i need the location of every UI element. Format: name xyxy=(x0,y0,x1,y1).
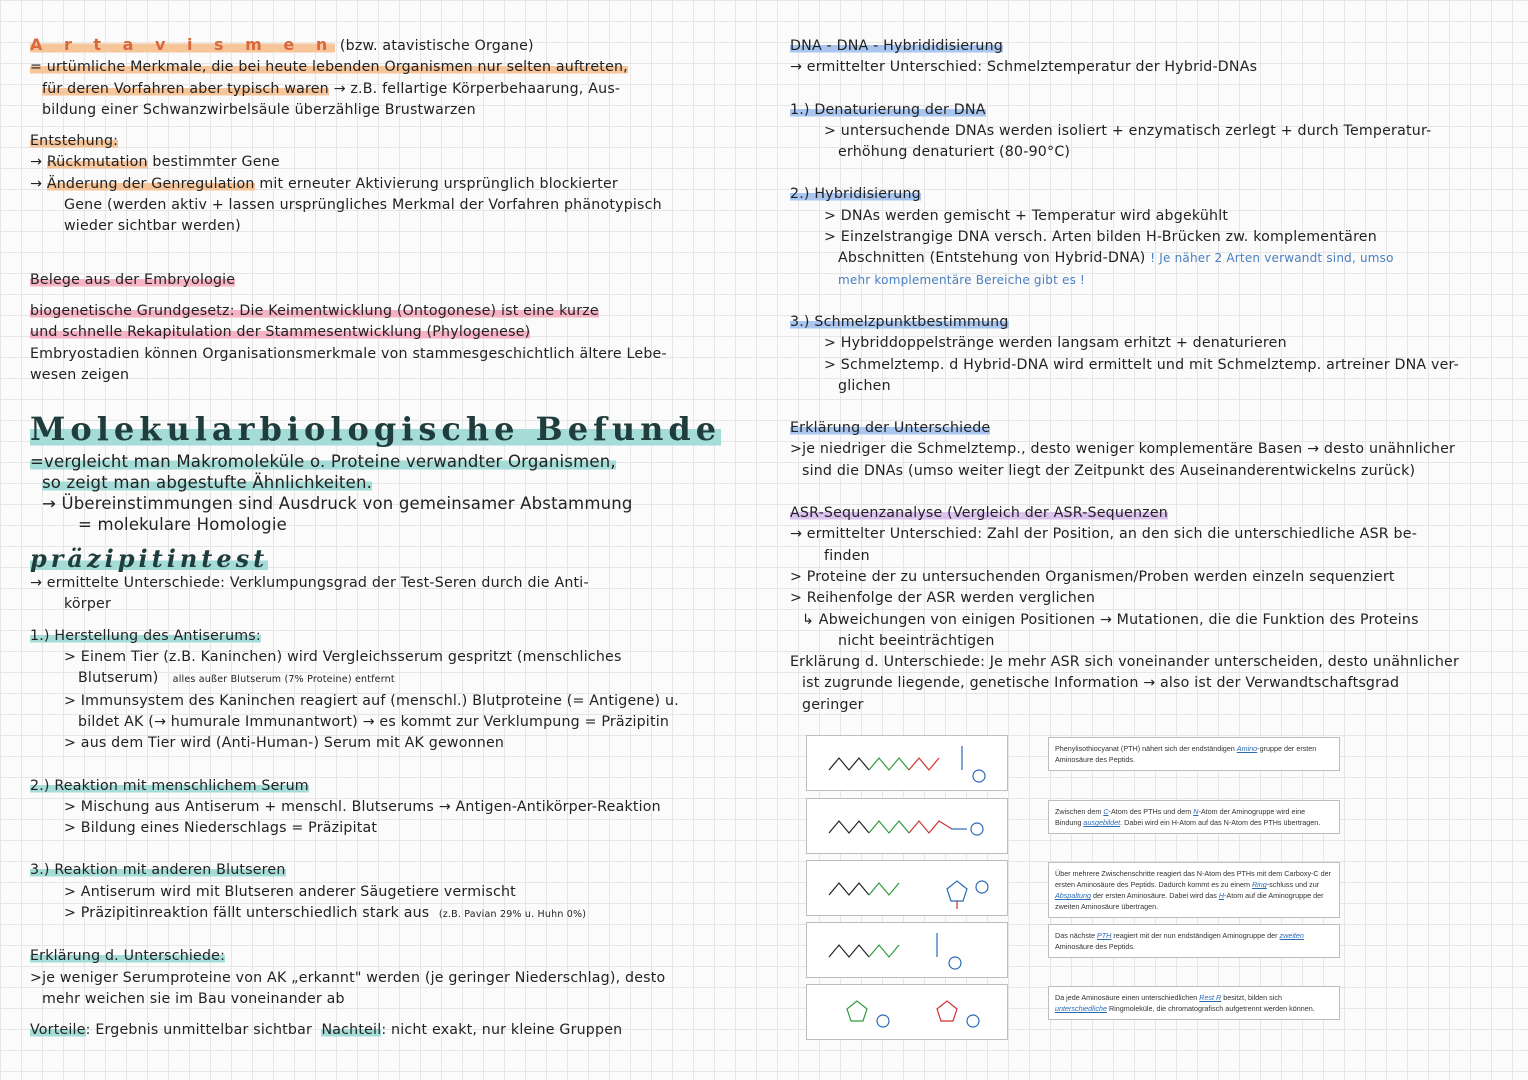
step5-f2: unterschiedliche xyxy=(1055,1004,1107,1013)
praezipitin-heading xyxy=(30,545,750,573)
step2-t4: . Dabei wird ein H-Atom auf das N-Atom des PTHs übertragen. xyxy=(1120,818,1321,827)
molecule-diagram-3 xyxy=(806,860,1008,916)
praezipitin-title: präzipitintest xyxy=(30,544,269,574)
step2-t2: -Atom des PTHs und dem xyxy=(1108,807,1194,816)
pro-label: Vorteile xyxy=(30,1022,86,1039)
atavism-title: A r t a v i s m e n xyxy=(30,35,336,54)
step5-t2: besitzt, bilden sich xyxy=(1221,993,1282,1002)
asr-title: ASR-Sequenzanalyse (Vergleich der ASR-Sequenzen xyxy=(790,505,1168,522)
dna-s1-title: 1.) Denaturierung der DNA xyxy=(790,101,986,118)
step-text-5 xyxy=(1048,986,1340,1020)
dna-s1-line-2: erhöhung denaturiert (80-90°C) xyxy=(838,144,1071,161)
step5-f1: Rest R xyxy=(1199,993,1222,1002)
embryo-line-2 xyxy=(30,322,750,343)
dna-exp-line-1: >je niedriger die Schmelztemp., desto weniger komplementäre Basen → desto unähnlicher xyxy=(790,441,1456,458)
dna-s2-text-3: Abschnitten (Entstehung von Hybrid-DNA) xyxy=(838,250,1146,267)
step1-heading xyxy=(30,626,750,647)
step1-t1: Phenylisothiocyanat (PTH) nähert sich der endständigen xyxy=(1055,744,1237,753)
molbio-line-2 xyxy=(30,472,750,493)
step1-text-2a: Blutserum) xyxy=(78,670,159,687)
embryo-line-1 xyxy=(30,301,750,322)
dna-s3-heading xyxy=(790,312,1502,333)
prae-exp-line-1: >je weniger Serumproteine von AK „erkannt" werden (je geringer Niederschlag), desto xyxy=(30,969,666,986)
step3-t1: Über mehrere Zwischenschritte reagiert das N-Atom des PTHs mit dem Carboxy-C der ersten Aminosäure des Peptids. Dadurch kommt es zu einem xyxy=(1055,869,1332,889)
step5-t3: Ringmoleküle, die chromatografisch aufgetrennt werden können. xyxy=(1106,1004,1315,1013)
embryo-line-3: Embryostadien können Organisationsmerkmale von stammesgeschichtlich ältere Lebe- xyxy=(30,345,667,362)
step2-title: 2.) Reaktion mit menschlichem Serum xyxy=(30,777,309,794)
step3-line-2 xyxy=(30,903,750,925)
origin-line-3: Gene (werden aktiv + lassen ursprüngliches Merkmal der Vorfahren phänotypisch xyxy=(64,197,662,214)
edman-step-2 xyxy=(806,798,1351,854)
step3-line-1: > Antiserum wird mit Blutseren anderer Säugetiere vermischt xyxy=(64,883,516,900)
molecule-diagram-4 xyxy=(806,922,1008,978)
step-text-2 xyxy=(1048,800,1340,834)
pro-text: : Ergebnis unmittelbar sichtbar xyxy=(85,1022,313,1039)
step3-f1: Ring xyxy=(1251,880,1267,889)
step3-f2: Abspaltung xyxy=(1055,891,1091,900)
atavism-title-suffix: (bzw. atavistische Organe) xyxy=(339,38,534,54)
molbio-line-3: → Übereinstimmungen sind Ausdruck von gemeinsamer Abstammung xyxy=(42,494,633,514)
step1-f1: Amino xyxy=(1236,744,1258,753)
origin-line-2 xyxy=(30,174,750,195)
step3-f3: H xyxy=(1218,891,1225,900)
molbio-line-4: = molekulare Homologie xyxy=(78,515,287,535)
molbio-text-1: =vergleicht man Makromoleküle o. Proteine verwandter Organismen, xyxy=(30,452,616,472)
step-text-3 xyxy=(1048,862,1340,918)
step1-line-3: > Immunsystem des Kaninchen reagiert auf (menschl.) Blutproteine (= Antigene) u. xyxy=(64,692,679,709)
asr-line-9: geringer xyxy=(802,696,864,713)
step2-t1: Zwischen dem xyxy=(1055,807,1104,816)
dna-s1-heading xyxy=(790,100,1502,121)
asr-line-4: > Reihenfolge der ASR werden verglichen xyxy=(790,590,1096,607)
step2-f3: ausgebildet xyxy=(1083,818,1121,827)
step2-f2: N xyxy=(1193,807,1199,816)
atavism-def-1: = urtümliche Merkmale, die bei heute lebenden Organismen nur selten auftreten, xyxy=(30,59,628,76)
step5-t1: Da jede Aminosäure einen unterschiedlichen xyxy=(1055,993,1200,1002)
origin-term-2: Änderung der Genregulation xyxy=(46,175,255,192)
origin-arrow-1: → xyxy=(30,154,47,171)
asr-line-6: nicht beeinträchtigen xyxy=(838,632,995,649)
dna-s1-line-1: > untersuchende DNAs werden isoliert + enzymatisch zerlegt + durch Temperatur- xyxy=(824,122,1432,139)
dna-s2-heading xyxy=(790,184,1502,205)
pros-cons-line xyxy=(30,1020,750,1041)
step4-t2: reagiert mit der nun endständigen Aminogruppe der xyxy=(1111,931,1280,940)
asr-line-1: → ermittelter Unterschied: Zahl der Position, an den sich die unterschiedliche ASR be- xyxy=(790,526,1418,543)
asr-heading xyxy=(790,503,1502,524)
praezipitin-line-1: → ermittelte Unterschiede: Verklumpungsgrad der Test-Seren durch die Anti- xyxy=(30,575,589,592)
dna-s2-line-3 xyxy=(790,248,1502,269)
step1-line-4: bildet AK (→ humurale Immunantwort) → es kommt zur Verklumpung = Präzipitin xyxy=(78,713,670,730)
origin-title: Entstehung: xyxy=(30,133,119,150)
con-text: : nicht exakt, nur kleine Gruppen xyxy=(381,1022,623,1039)
step1-line-1: > Einem Tier (z.B. Kaninchen) wird Vergleichsserum gespritzt (menschliches xyxy=(64,649,622,666)
atavism-heading xyxy=(30,34,750,57)
step3-t2: -schluss und zur xyxy=(1266,880,1320,889)
step3-heading xyxy=(30,860,750,881)
molecule-diagram-1 xyxy=(806,735,1008,791)
molbio-line-1 xyxy=(30,451,750,472)
dna-s3-title: 3.) Schmelzpunktbestimmung xyxy=(790,313,1009,330)
step1-note: alles außer Blutserum (7% Proteine) entfernt xyxy=(172,674,395,686)
dna-heading xyxy=(790,36,1502,57)
origin-term-1: Rückmutation xyxy=(46,154,148,171)
dna-s2-note-2: mehr komplementäre Bereiche gibt es ! xyxy=(838,272,1086,287)
step4-t3: Aminosäure des Peptids. xyxy=(1055,942,1135,951)
step1-line-2 xyxy=(30,668,750,690)
step2-line-1: > Mischung aus Antiserum + menschl. Blutserums → Antigen-Antikörper-Reaktion xyxy=(64,798,661,815)
embryo-title: Belege aus der Embryologie xyxy=(30,271,236,288)
dna-s3-line-3: glichen xyxy=(838,377,891,394)
origin-heading xyxy=(30,131,750,152)
dna-exp-heading xyxy=(790,418,1502,439)
step1-line-5: > aus dem Tier wird (Anti-Human-) Serum mit AK gewonnen xyxy=(64,735,505,752)
step2-heading xyxy=(30,776,750,797)
origin-text-1: bestimmter Gene xyxy=(147,154,280,171)
dna-title: DNA - DNA - Hybrididisierung xyxy=(790,38,1003,54)
atavism-def-line-1 xyxy=(30,57,750,78)
molecule-diagram-2 xyxy=(806,798,1008,854)
edman-step-5 xyxy=(806,984,1351,1040)
dna-exp-title: Erklärung der Unterschiede xyxy=(790,420,991,437)
step2-f1: C xyxy=(1103,807,1109,816)
molbio-title: Molekularbiologische Befunde xyxy=(30,407,721,451)
dna-s2-line-2: > Einzelstrangige DNA versch. Arten bilden H-Brücken zw. komplementären xyxy=(824,229,1377,246)
step4-f1: PTH xyxy=(1096,931,1112,940)
step-text-1 xyxy=(1048,737,1340,771)
dna-line-1: → ermittelter Unterschied: Schmelztemperatur der Hybrid-DNAs xyxy=(790,59,1258,76)
asr-line-3: > Proteine der zu untersuchenden Organismen/Proben werden einzeln sequenziert xyxy=(790,568,1395,585)
dna-s3-line-1: > Hybriddoppelstränge werden langsam erhitzt + denaturieren xyxy=(824,335,1287,352)
step2-t3: -Atom der Aminogruppe wird eine Bindung xyxy=(1055,807,1306,827)
asr-line-8: ist zugrunde liegende, genetische Information → also ist der Verwandtschaftsgrad xyxy=(802,675,1400,692)
step3-t3: der ersten Aminosäure. Dabei wird das xyxy=(1090,891,1219,900)
step3-t4: -Atom auf die Aminogruppe der zweiten Aminosäure übertragen. xyxy=(1055,891,1324,911)
right-column xyxy=(790,36,1502,716)
step3-note: (z.B. Pavian 29% u. Huhn 0%) xyxy=(438,909,587,921)
step-text-4 xyxy=(1048,924,1340,958)
edman-step-4 xyxy=(806,922,1351,978)
asr-line-5: ↳ Abweichungen von einigen Positionen → Mutationen, die die Funktion des Proteins xyxy=(802,611,1419,628)
edman-step-3 xyxy=(806,860,1351,916)
origin-text-2: mit erneuter Aktivierung ursprünglich blockierter xyxy=(254,175,618,192)
embryo-line-4: wesen zeigen xyxy=(30,366,130,383)
praezipitin-line-2: körper xyxy=(64,596,111,613)
molbio-heading xyxy=(30,407,750,451)
molecule-diagram-5 xyxy=(806,984,1008,1040)
dna-s2-note-1: ! Je näher 2 Arten verwandt sind, umso xyxy=(1150,251,1394,266)
dna-s3-line-2: > Schmelztemp. d Hybrid-DNA wird ermittelt und mit Schmelztemp. artreiner DNA ver- xyxy=(824,356,1459,373)
prae-exp-title: Erklärung d. Unterschiede: xyxy=(30,948,226,965)
molbio-text-2: so zeigt man abgestufte Ähnlichkeiten. xyxy=(42,473,373,493)
atavism-def-line-2 xyxy=(30,79,750,100)
asr-line-2: finden xyxy=(824,547,870,564)
atavism-def-2: für deren Vorfahren aber typisch waren xyxy=(42,80,329,97)
asr-line-7: Erklärung d. Unterschiede: Je mehr ASR sich voneinander unterscheiden, desto unähnlicher xyxy=(790,654,1459,671)
dna-s2-title: 2.) Hybridisierung xyxy=(790,186,921,203)
dna-exp-line-2: sind die DNAs (umso weiter liegt der Zeitpunkt des Auseinanderentwickelns zurück) xyxy=(802,462,1416,479)
embryo-term: biogenetische Grundgesetz: xyxy=(30,302,235,319)
embryo-heading xyxy=(30,270,750,291)
prae-exp-heading xyxy=(30,946,750,967)
embryo-text-1: Die Keimentwicklung (Ontogonese) ist eine kurze xyxy=(234,302,599,319)
embryo-text-2: und schnelle Rekapitulation der Stammesentwicklung (Phylogenese) xyxy=(30,324,531,341)
atavism-def-3: bildung einer Schwanzwirbelsäule überzählige Brustwarzen xyxy=(42,101,476,118)
left-column xyxy=(30,34,750,1042)
edman-step-1 xyxy=(806,735,1351,791)
step1-title: 1.) Herstellung des Antiserums: xyxy=(30,627,261,644)
con-label: Nachteil xyxy=(321,1022,382,1039)
prae-exp-line-2: mehr weichen sie im Bau voneinander ab xyxy=(42,990,345,1007)
step3-title: 3.) Reaktion mit anderen Blutseren xyxy=(30,862,286,879)
step1-t2: -gruppe der ersten Aminosäure des Peptids. xyxy=(1055,744,1317,764)
origin-arrow-2: → xyxy=(30,175,47,192)
step2-line-2: > Bildung eines Niederschlags = Präzipitat xyxy=(64,820,378,837)
origin-line-4: wieder sichtbar werden) xyxy=(64,218,241,235)
step3-text-2: > Präzipitinreaktion fällt unterschiedlich stark aus xyxy=(64,905,430,922)
step4-f2: zweiten xyxy=(1279,931,1304,940)
step4-t1: Das nächste xyxy=(1055,931,1097,940)
origin-line-1 xyxy=(30,152,750,173)
dna-s2-line-1: > DNAs werden gemischt + Temperatur wird abgekühlt xyxy=(824,207,1229,224)
atavism-def-2b: → z.B. fellartige Körperbehaarung, Aus- xyxy=(333,80,621,97)
